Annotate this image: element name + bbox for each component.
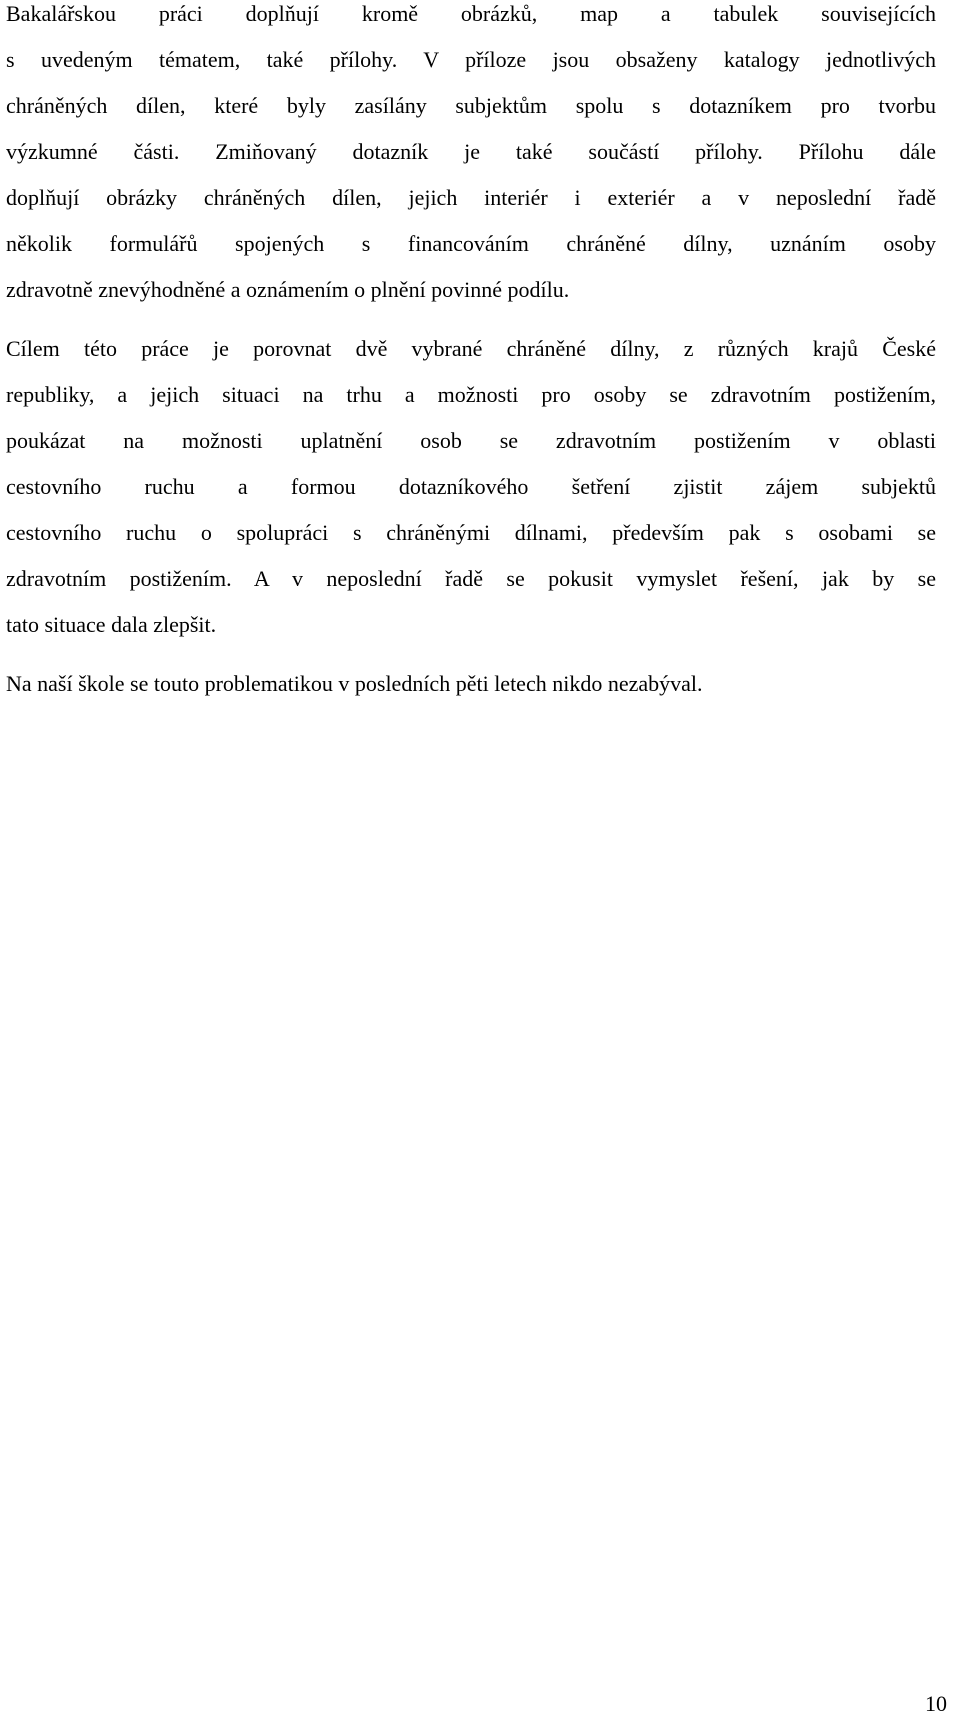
paragraph-line: zdravotním postižením. A v neposlední řadě se pokusit vymyslet řešení, jak by se [6, 566, 936, 591]
paragraph-line: zdravotně znevýhodněné a oznámením o plnění povinné podílu. [6, 277, 570, 302]
paragraph-line: republiky, a jejich situaci na trhu a možnosti pro osoby se zdravotním postižením, [6, 382, 936, 407]
paragraph-line: cestovního ruchu a formou dotazníkového šetření zjistit zájem subjektů [6, 474, 936, 499]
paragraph-line: Cílem této práce je porovnat dvě vybrané chráněné dílny, z různých krajů České [6, 336, 936, 361]
paragraph-line: cestovního ruchu o spolupráci s chráněnými dílnami, především pak s osobami se [6, 520, 936, 545]
paragraph-line: s uvedeným tématem, také přílohy. V příloze jsou obsaženy katalogy jednotlivých [6, 47, 936, 72]
paragraph-line: doplňují obrázky chráněných dílen, jejich interiér i exteriér a v neposlední řadě [6, 185, 936, 210]
paragraph-line: tato situace dala zlepšit. [6, 612, 217, 637]
paragraph-line: chráněných dílen, které byly zasílány subjektům spolu s dotazníkem pro tvorbu [6, 93, 936, 118]
paragraph-attachments [6, 0, 936, 313]
paragraph-novelty [6, 661, 936, 707]
paragraph-goal [6, 326, 936, 648]
paragraph-line: Bakalářskou práci doplňují kromě obrázků, map a tabulek souvisejících [6, 1, 936, 26]
paragraph-line: Na naší škole se touto problematikou v posledních pěti letech nikdo nezabýval. [6, 671, 703, 696]
paragraph-line: poukázat na možnosti uplatnění osob se zdravotním postižením v oblasti [6, 428, 936, 453]
page-number: 10 [925, 1691, 947, 1716]
paragraph-line: několik formulářů spojených s financováním chráněné dílny, uznáním osoby [6, 231, 936, 256]
paragraph-line: výzkumné části. Zmiňovaný dotazník je také součástí přílohy. Přílohu dále [6, 139, 936, 164]
